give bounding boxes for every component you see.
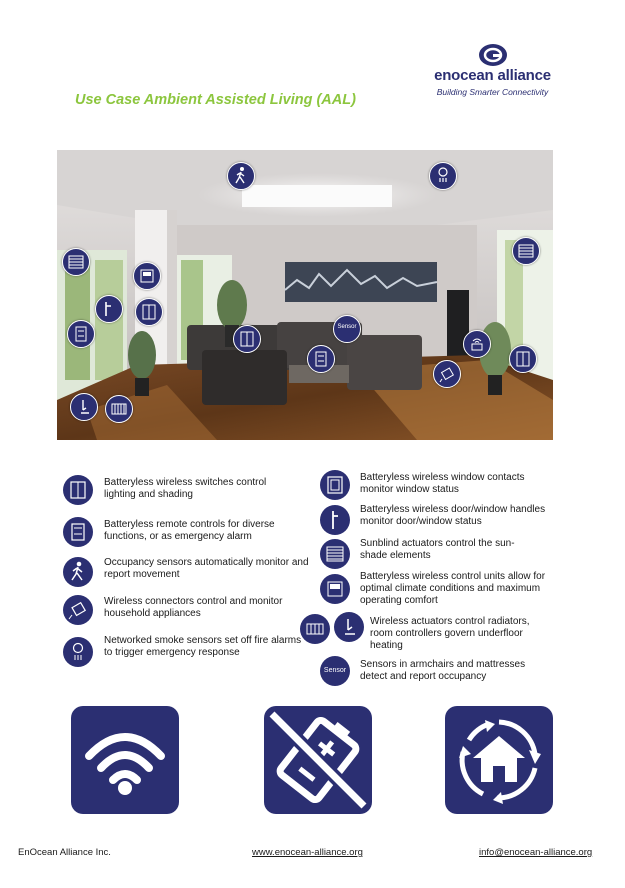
radiator-icon	[106, 396, 132, 422]
remote-control-icon	[308, 346, 334, 372]
legend-text-switches: Batteryless wireless switches control lighting and shading	[104, 477, 267, 500]
wall-switch-icon	[234, 326, 260, 352]
wall-switch-icon	[63, 475, 93, 505]
tile-no-battery	[264, 706, 372, 814]
window-contact-icon	[320, 470, 350, 500]
remote-control-icon	[63, 517, 93, 547]
legend-icon-plug	[63, 595, 93, 625]
door-handle-icon	[96, 296, 122, 322]
legend-icon-occupancy	[63, 557, 93, 587]
smart-home-cycle-icon	[445, 706, 553, 814]
enocean-logo-mark-icon	[477, 42, 509, 68]
legend-icon-sensor	[320, 656, 350, 686]
enocean-alliance-logo	[425, 42, 560, 102]
legend-text-sensors: Sensors in armchairs and mattresses detect and report occupancy	[360, 659, 526, 682]
legend-text-control-units: Batteryless wireless control units allow for optimal climate conditions and maximum operating comfort	[360, 571, 546, 606]
legend-text-smoke: Networked smoke sensors set off fire alarms to trigger emergency response	[104, 635, 302, 658]
radiator-icon	[300, 614, 330, 644]
thermostat-icon	[334, 612, 364, 642]
legend-icon-control-unit	[320, 574, 350, 604]
legend-icon-remote	[63, 517, 93, 547]
photo-occupancy-sensor-marker[interactable]	[227, 162, 255, 190]
smoke-detector-icon	[63, 637, 93, 667]
page-title: Use Case Ambient Assisted Living (AAL)	[75, 92, 356, 108]
photo-window-contact-marker-right[interactable]	[509, 345, 537, 373]
photo-sensor-marker[interactable]	[333, 315, 361, 343]
footer-email-link[interactable]: info@enocean-alliance.org	[479, 847, 593, 858]
legend-icon-switch	[63, 475, 93, 505]
photo-plug-marker[interactable]	[433, 360, 461, 388]
legend-text-door-handles: Batteryless wireless door/window handles monitor door/window status	[360, 504, 546, 527]
legend-icon-sunblind	[320, 539, 350, 569]
photo-smoke-sensor-marker[interactable]	[429, 162, 457, 190]
photo-window-contact-marker[interactable]	[135, 298, 163, 326]
footer-website-link[interactable]: www.enocean-alliance.org	[252, 847, 363, 858]
sunblind-icon	[63, 249, 89, 275]
photo-remote-control-marker[interactable]	[67, 320, 95, 348]
logo-brand-text: enocean alliance	[434, 67, 551, 84]
legend-text-window-contacts: Batteryless wireless window contacts monitor window status	[360, 472, 525, 495]
plug-icon	[63, 595, 93, 625]
remote-control-icon	[68, 321, 94, 347]
legend-icon-thermostat	[334, 612, 364, 642]
legend-text-remote-controls: Batteryless remote controls for diverse functions, or as emergency alarm	[104, 519, 275, 542]
photo-thermostat-marker[interactable]	[133, 262, 161, 290]
door-handle-icon	[320, 505, 350, 535]
footer-company: EnOcean Alliance Inc.	[18, 847, 111, 858]
legend-icon-smoke	[63, 637, 93, 667]
legend-icon-door-handle	[320, 505, 350, 535]
walking-person-icon	[63, 557, 93, 587]
photo-remote-control-marker-2[interactable]	[307, 345, 335, 373]
sensor-label-icon: Sensor	[323, 667, 347, 674]
no-battery-icon	[264, 706, 372, 814]
smoke-detector-icon	[430, 163, 456, 189]
logo-tagline: Building Smarter Connectivity	[436, 87, 549, 97]
wireless-signal-icon	[71, 706, 179, 814]
photo-wireless-module-marker[interactable]	[463, 330, 491, 358]
wireless-module-icon	[464, 331, 490, 357]
sensor-badge-label: Sensor	[337, 324, 357, 330]
living-room-photo	[57, 150, 553, 440]
thermostat-unit-icon	[134, 263, 160, 289]
walking-person-icon	[228, 163, 254, 189]
legend-icon-radiator	[300, 614, 330, 644]
legend-text-occupancy: Occupancy sensors automatically monitor and report movement	[104, 557, 309, 580]
plug-icon	[434, 361, 460, 387]
photo-door-handle-marker[interactable]	[95, 295, 123, 323]
photo-switch-marker[interactable]	[233, 325, 261, 353]
window-contact-icon	[136, 299, 162, 325]
window-contact-icon	[510, 346, 536, 372]
tile-smart-home	[445, 706, 553, 814]
tile-wireless	[71, 706, 179, 814]
photo-radiator-marker[interactable]	[105, 395, 133, 423]
legend-text-connectors: Wireless connectors control and monitor household appliances	[104, 596, 283, 619]
photo-thermostat-marker-2[interactable]	[70, 393, 98, 421]
sunblind-icon	[513, 238, 539, 264]
legend-text-actuators: Wireless actuators control radiators, room controllers govern underfloor heating	[370, 616, 530, 651]
thermostat-unit-icon	[320, 574, 350, 604]
thermostat-icon	[71, 394, 97, 420]
sunblind-icon	[320, 539, 350, 569]
legend-icon-window-contact	[320, 470, 350, 500]
photo-sunblind-marker-left[interactable]	[62, 248, 90, 276]
photo-sunblind-marker-right[interactable]	[512, 237, 540, 265]
legend-text-sunblind: Sunblind actuators control the sun-shade elements	[360, 538, 515, 561]
